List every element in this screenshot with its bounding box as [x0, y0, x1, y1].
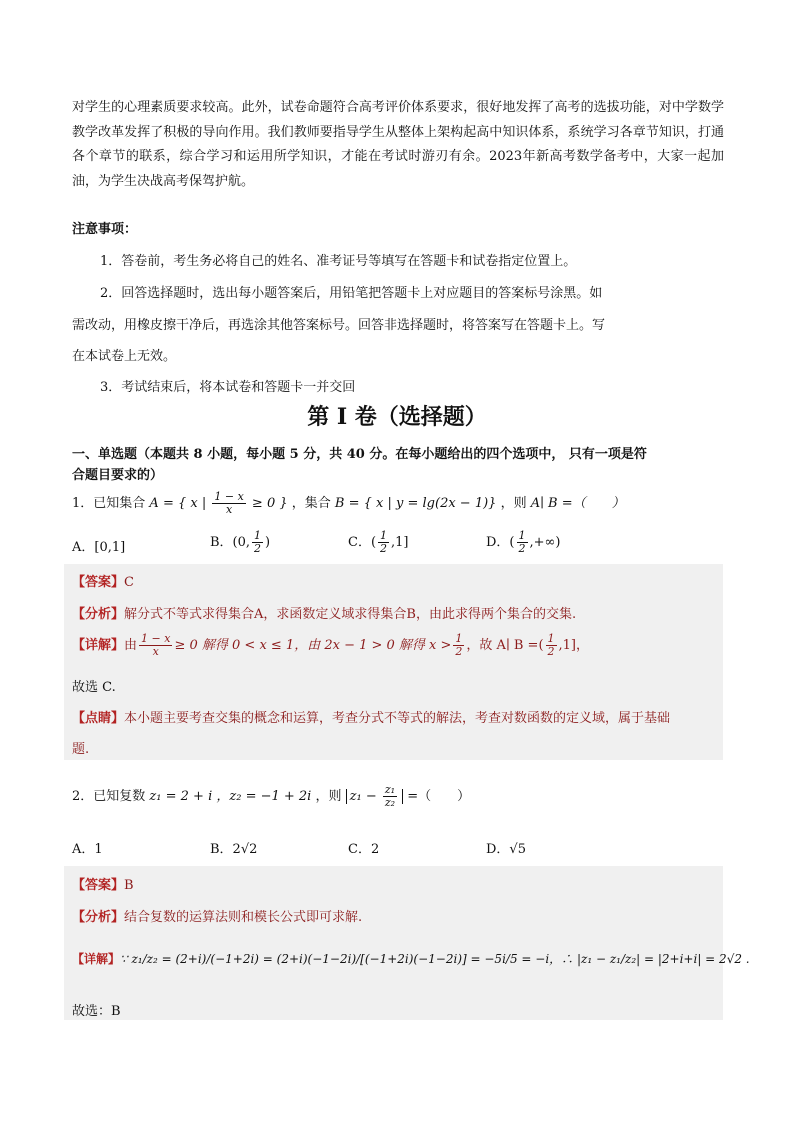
q1-stem [72, 491, 625, 517]
q2-detail: 【详解】∵ z₁/z₂ = (2+i)/(−1+2i) = (2+i)(−1−2i)/[(−1+2i)(−1−2i)] = −5i/5 = −i，∴ |z₁ − z₁/z₂| = |2+i+i| = 2√2 . [72, 952, 750, 966]
q1-suffix: ，则 [500, 496, 527, 511]
q1-solution-panel [64, 564, 723, 760]
q2-answer: 【答案】B [72, 878, 134, 893]
q1-comment: 【点睛】本小题主要考查交集的概念和运算，考查分式不等式的解法，考查对数函数的定义域，属于基础 [72, 711, 671, 726]
q1-answer: 【答案】C [72, 575, 134, 590]
q2-option-c: C．2 [348, 842, 380, 857]
q2-analysis: 【分析】结合复数的运算法则和模长公式即可求解. [72, 910, 363, 925]
q1-option-b: B．(0, $\frac{1}{2}$ ) [210, 529, 271, 555]
q2-ask-post: =（ ） [407, 789, 471, 804]
q1-set-b: B = { x | y = lg(2x − 1)} [334, 496, 497, 511]
q2-prefix: 2．已知复数 [72, 789, 146, 804]
q1-fraction: $\frac{1 - x}{x}$ [214, 490, 244, 516]
q1-option-d: D．( $\frac{1}{2}$ ,+∞) [486, 529, 561, 555]
q1-ge0: ≥ 0 } [251, 496, 288, 511]
notes-item-2-end: 在本试卷上无效。 [72, 349, 177, 364]
notes-item-2-cont: 需改动，用橡皮擦干净后，再选涂其他答案标号。回答非选择题时，将答案写在答题卡上。写 [72, 318, 606, 333]
q2-conclusion: 故选：B [72, 1004, 121, 1019]
q2-z2: ，z₂ = −1 + 2i [216, 789, 312, 804]
q1-set-a: A = { x | [149, 496, 207, 511]
q1-mid: ，集合 [291, 496, 331, 511]
q1-ask: A∣ B =（ ） [530, 496, 625, 511]
q2-z1: z₁ = 2 + i [149, 789, 213, 804]
q2-option-b: B．2√2 [210, 842, 258, 857]
notes-item-2: 2．回答选择题时，选出每小题答案后，用铅笔把答题卡上对应题目的答案标号涂黑。如 [100, 286, 603, 301]
notes-title: 注意事项： [72, 222, 138, 237]
q2-ask-pre: ，则 [315, 789, 342, 804]
q1-option-a: A．[0,1] [72, 540, 126, 555]
intro-paragraph: 对学生的心理素质要求较高。此外，试卷命题符合高考评价体系要求，很好地发挥了高考的选拔功能，对中学数学教学改革发挥了积极的导向作用。我们教师要指导学生从整体上架构起高中知识体系，系统学习各章节知识，打通各个章节的联系，综合学习和运用所学知识，才能在考试时游刃有余。2023年新高考数学备考中，大家一起加油，为学生决战高考保驾护航。 [72, 100, 724, 189]
q2-option-a: A．1 [72, 842, 103, 857]
notes-item-3: 3．考试结束后，将本试卷和答题卡一并交回 [100, 380, 356, 395]
section-header-line-2: 合题目要求的） [72, 468, 164, 483]
q1-option-c: C．( $\frac{1}{2}$ ,1] [348, 529, 409, 555]
q1-detail: 【详解】由 $\frac{1 - x}{x}$ ≥ 0 解得 0 < x ≤ 1，由 2x − 1 > 0 解得 x > $\frac{1}{2}$ ，故 A∣ B =( $\frac{1}{2}$ ,1]， [72, 632, 590, 658]
notes-item-1: 1．答卷前，考生务必将自己的姓名、准考证号等填写在答题卡和试卷指定位置上。 [100, 254, 577, 269]
q1-prefix: 1．已知集合 [72, 496, 146, 511]
q2-stem [72, 784, 470, 810]
q1-comment-end: 题. [72, 742, 90, 757]
q2-option-d: D．√5 [486, 842, 526, 857]
q2-solution-panel [64, 866, 723, 1020]
section-header-line-1: 一、单选题（本题共 8 小题，每小题 5 分，共 40 分。在每小题给出的四个选项中， 只有一项是符 [72, 447, 647, 462]
q1-conclusion: 故选 C. [72, 680, 116, 695]
q1-analysis: 【分析】解分式不等式求得集合A，求函数定义域求得集合B，由此求得两个集合的交集. [72, 607, 577, 622]
section-title: 第 I 卷（选择题） [307, 404, 487, 430]
q2-modulus: z₁ − $\frac{\text{z₁}}{\text{z₂}}$ [346, 789, 403, 804]
